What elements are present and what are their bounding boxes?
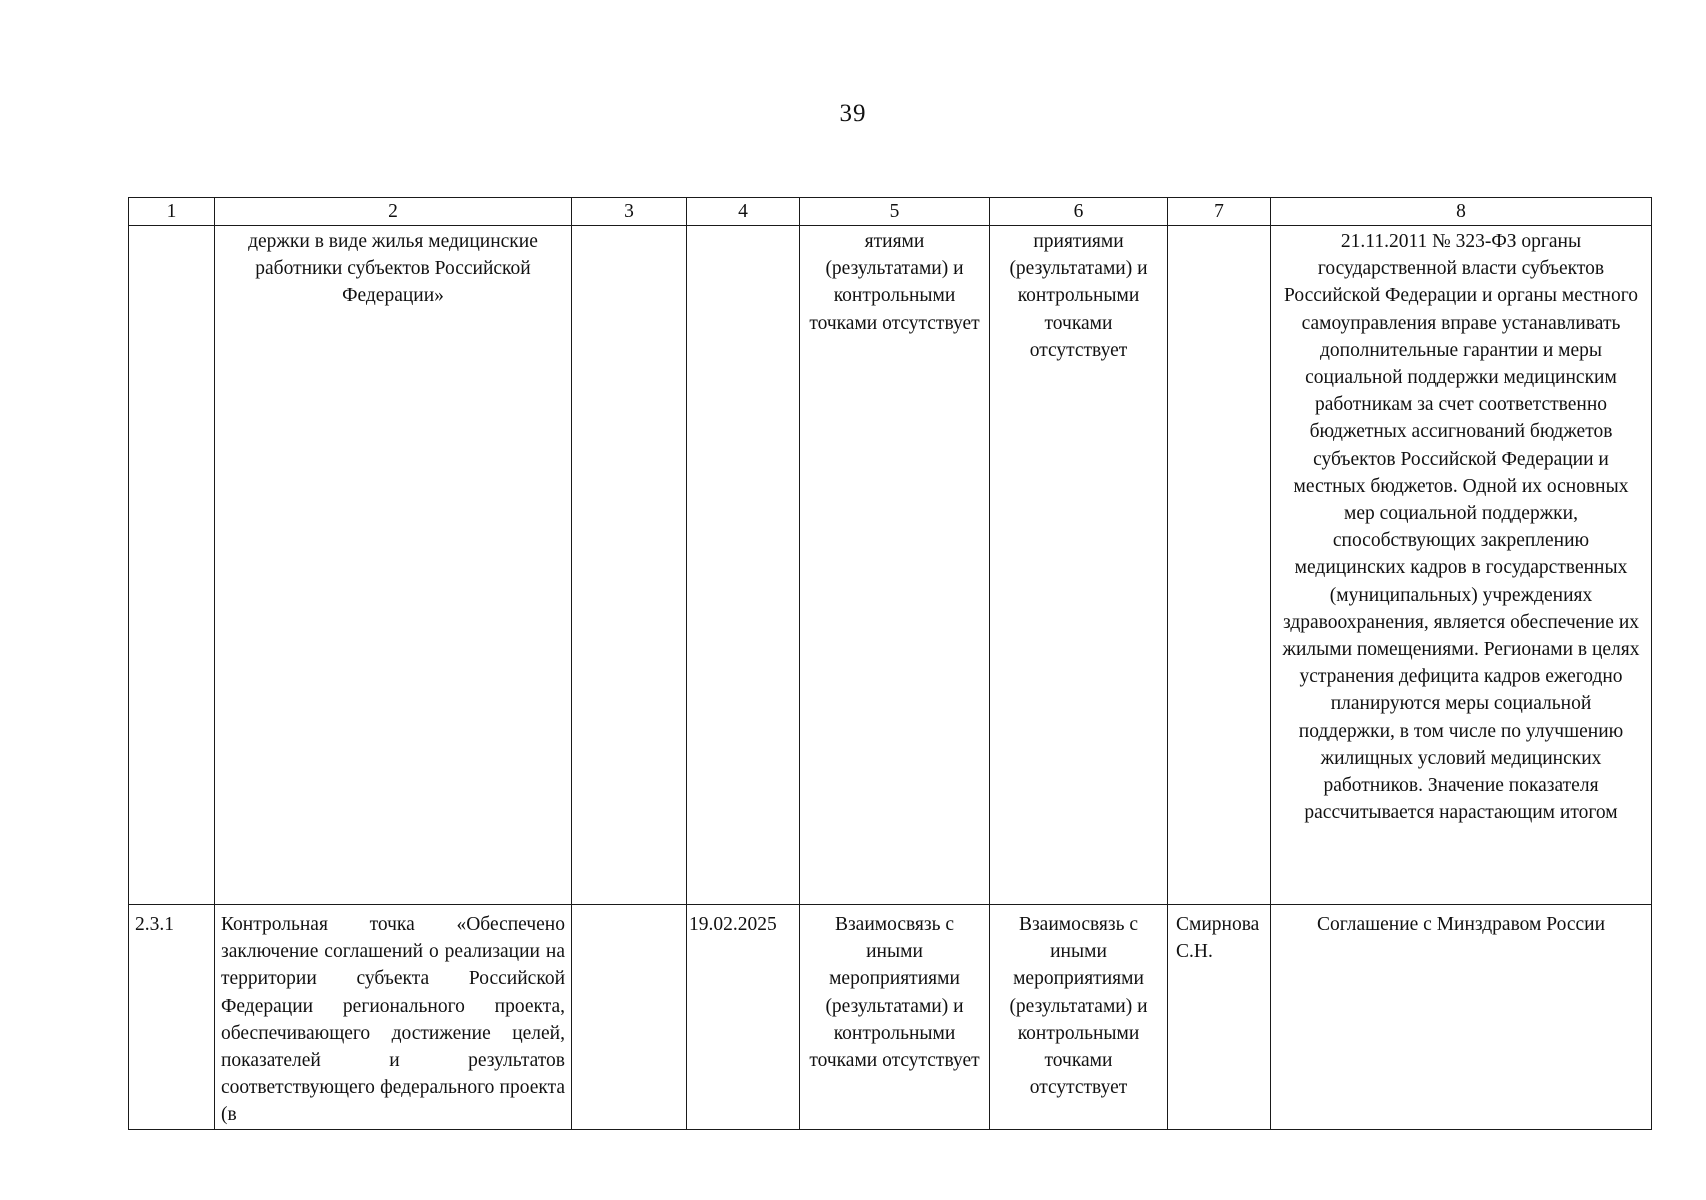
cell-relation-following: приятиями (результатами) и контрольными точками отсутствует (990, 226, 1168, 905)
cell-date (687, 226, 800, 905)
header-cell-1: 1 (129, 198, 215, 226)
cell-relation-following: Взаимосвязь с иными мероприятиями (результатами) и контрольными точками отсутствует (990, 905, 1168, 1130)
table-header-row (129, 198, 1652, 226)
cell-name: держки в виде жилья медицинские работники субъектов Российской Федерации» (215, 226, 572, 905)
cell-description: 21.11.2011 № 323-ФЗ органы государственной власти субъектов Российской Федерации и органы местного самоуправления вправе устанавливать дополнительные гарантии и меры социальной поддержки медицинским работникам за счет соответственно бюджетных ассигнований бюджетов субъектов Российской Федерации и местных бюджетов. Одной их основных мер социальной поддержки, способствующих закреплению медицинских кадров в государственных (муниципальных) учреждениях здравоохранения, является обеспечение их жилыми помещениями. Регионами в целях устранения дефицита кадров ежегодно планируются меры социальной поддержки, в том числе по улучшению жилищных условий медицинских работников. Значение показателя рассчитывается нарастающим итогом (1271, 226, 1652, 905)
header-cell-8: 8 (1271, 198, 1652, 226)
cell-number: 2.3.1 (129, 905, 215, 1130)
cell-responsible: Смирнова С.Н. (1168, 905, 1271, 1130)
cell-relation-preceding: ятиями (результатами) и контрольными точками отсутствует (800, 226, 990, 905)
header-cell-4: 4 (687, 198, 800, 226)
header-cell-3: 3 (572, 198, 687, 226)
cell-col3 (572, 905, 687, 1130)
cell-date: 19.02.2025 (687, 905, 800, 1130)
cell-description: Соглашение с Минздравом России (1271, 905, 1652, 1130)
cell-number (129, 226, 215, 905)
cell-relation-preceding: Взаимосвязь с иными мероприятиями (результатами) и контрольными точками отсутствует (800, 905, 990, 1130)
table-row (129, 226, 1652, 905)
page-number: 39 (839, 100, 867, 127)
cell-responsible (1168, 226, 1271, 905)
table-row (129, 905, 1652, 1130)
header-cell-6: 6 (990, 198, 1168, 226)
cell-col3 (572, 226, 687, 905)
header-cell-7: 7 (1168, 198, 1271, 226)
cell-name: Контрольная точка «Обеспечено заключение соглашений о реализации на территории субъекта Российской Федерации регионального проекта, обеспечивающего достижение целей, показателей и результатов соответствующего федерального проекта (в (215, 905, 572, 1130)
document-table (128, 197, 1652, 1130)
header-cell-2: 2 (215, 198, 572, 226)
header-cell-5: 5 (800, 198, 990, 226)
